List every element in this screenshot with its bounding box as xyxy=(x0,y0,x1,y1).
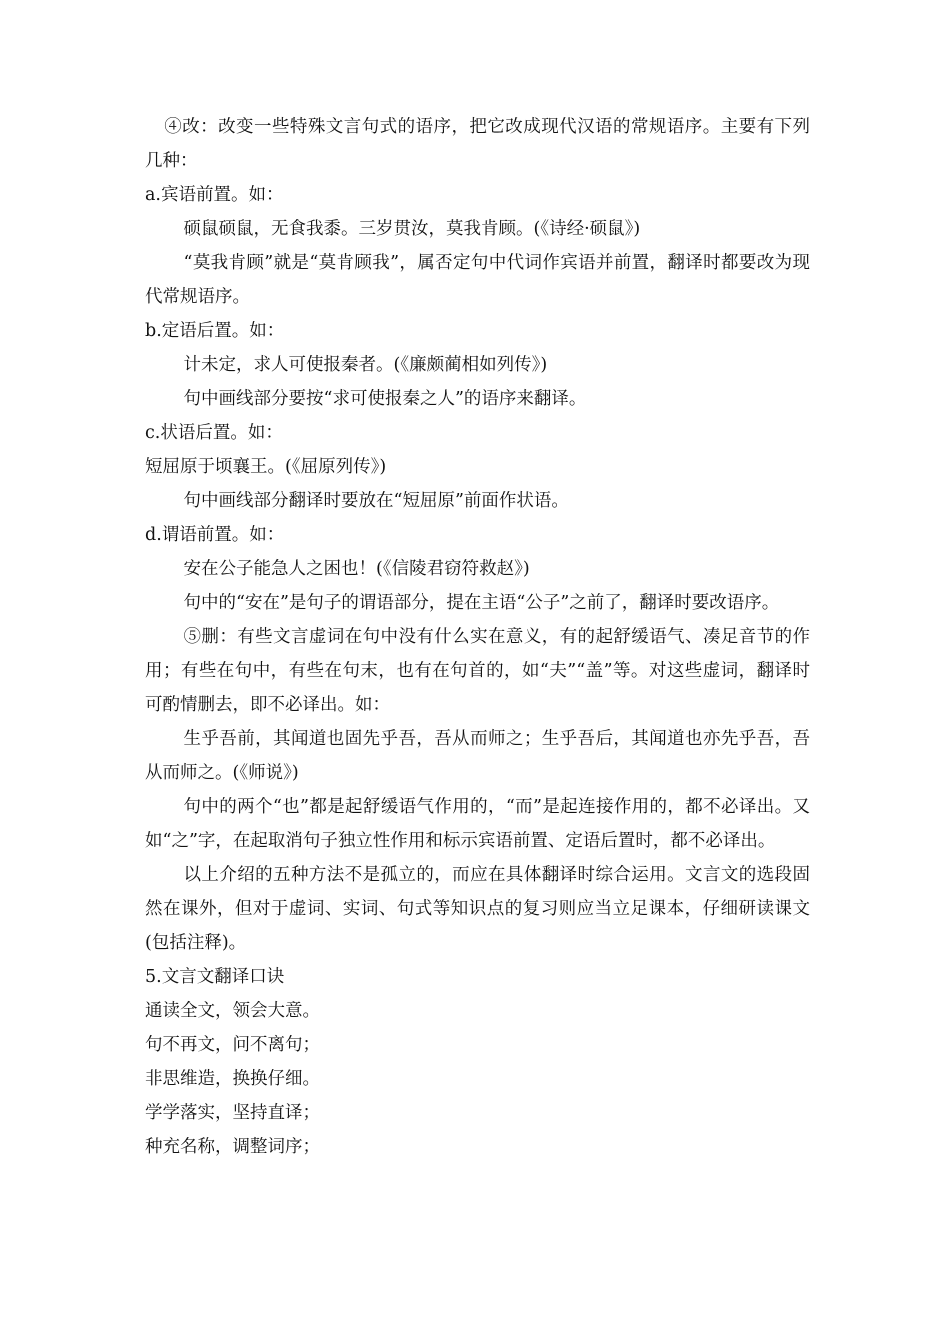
explanation-ye-er: 句中的两个“也”都是起舒缓语气作用的，“而”是起连接作用的，都不必译出。又如“之”字，在起取消句子独立性作用和标示宾语前置、定语后置时，都不必译出。 xyxy=(145,797,810,851)
explanation-mo-wo-ken-gu: “莫我肯顾”就是“莫肯顾我”，属否定句中代词作宾语并前置，翻译时都要改为现代常规语序。 xyxy=(145,253,810,307)
explanation-bao-qin: 句中画线部分要按“求可使报秦之人”的语序来翻译。 xyxy=(183,389,587,409)
rhyme-line-2: 句不再文，问不离句； xyxy=(145,1035,320,1055)
rhyme-line-1: 通读全文，领会大意。 xyxy=(145,1001,320,1021)
example-shi-shuo: 生乎吾前，其闻道也固先乎吾，吾从而师之；生乎吾后，其闻道也亦先乎吾，吾从而师之。(《师说》) xyxy=(145,729,810,783)
heading-attributive-postposed: b.定语后置。如： xyxy=(145,321,285,341)
example-xin-ling-jun: 安在公子能急人之困也！(《信陵君窃符救赵》) xyxy=(183,559,530,579)
example-shuoshu: 硕鼠硕鼠，无食我黍。三岁贯汝，莫我肯顾。(《诗经·硕鼠》) xyxy=(183,219,641,239)
paragraph-gai-intro: ④改：改变一些特殊文言句式的语序，把它改成现代汉语的常规语序。主要有下列几种： xyxy=(145,117,810,171)
paragraph-shan: ⑤删：有些文言虚词在句中没有什么实在意义，有的起舒缓语气、凑足音节的作用；有些在句中，有些在句末，也有在句首的，如“夫”“盖”等。对这些虚词，翻译时可酌情删去，即不必译出。如： xyxy=(145,627,810,715)
paragraph-summary: 以上介绍的五种方法不是孤立的，而应在具体翻译时综合运用。文言文的选段固然在课外，但对于虚词、实词、句式等知识点的复习则应当立足课本，仔细研读课文(包括注释)。 xyxy=(145,865,810,953)
example-lian-po: 计未定，求人可使报秦者。(《廉颇蔺相如列传》) xyxy=(183,355,548,375)
explanation-duan-qu-yuan: 句中画线部分翻译时要放在“短屈原”前面作状语。 xyxy=(183,491,569,511)
heading-translation-rhyme: 5.文言文翻译口诀 xyxy=(145,967,285,987)
document-page xyxy=(145,110,810,1164)
rhyme-line-5: 种充名称，调整词序； xyxy=(145,1137,320,1157)
explanation-an-zai: 句中的“安在”是句子的谓语部分，提在主语“公子”之前了，翻译时要改语序。 xyxy=(183,593,780,613)
example-qu-yuan: 短屈原于顷襄王。(《屈原列传》) xyxy=(145,457,387,477)
heading-predicate-preposed: d.谓语前置。如： xyxy=(145,525,285,545)
rhyme-line-4: 学学落实，坚持直译； xyxy=(145,1103,320,1123)
heading-object-preposed: a.宾语前置。如： xyxy=(145,185,284,205)
rhyme-line-3: 非思维造，换换仔细。 xyxy=(145,1069,320,1089)
heading-adverbial-postposed: c.状语后置。如： xyxy=(145,423,283,443)
